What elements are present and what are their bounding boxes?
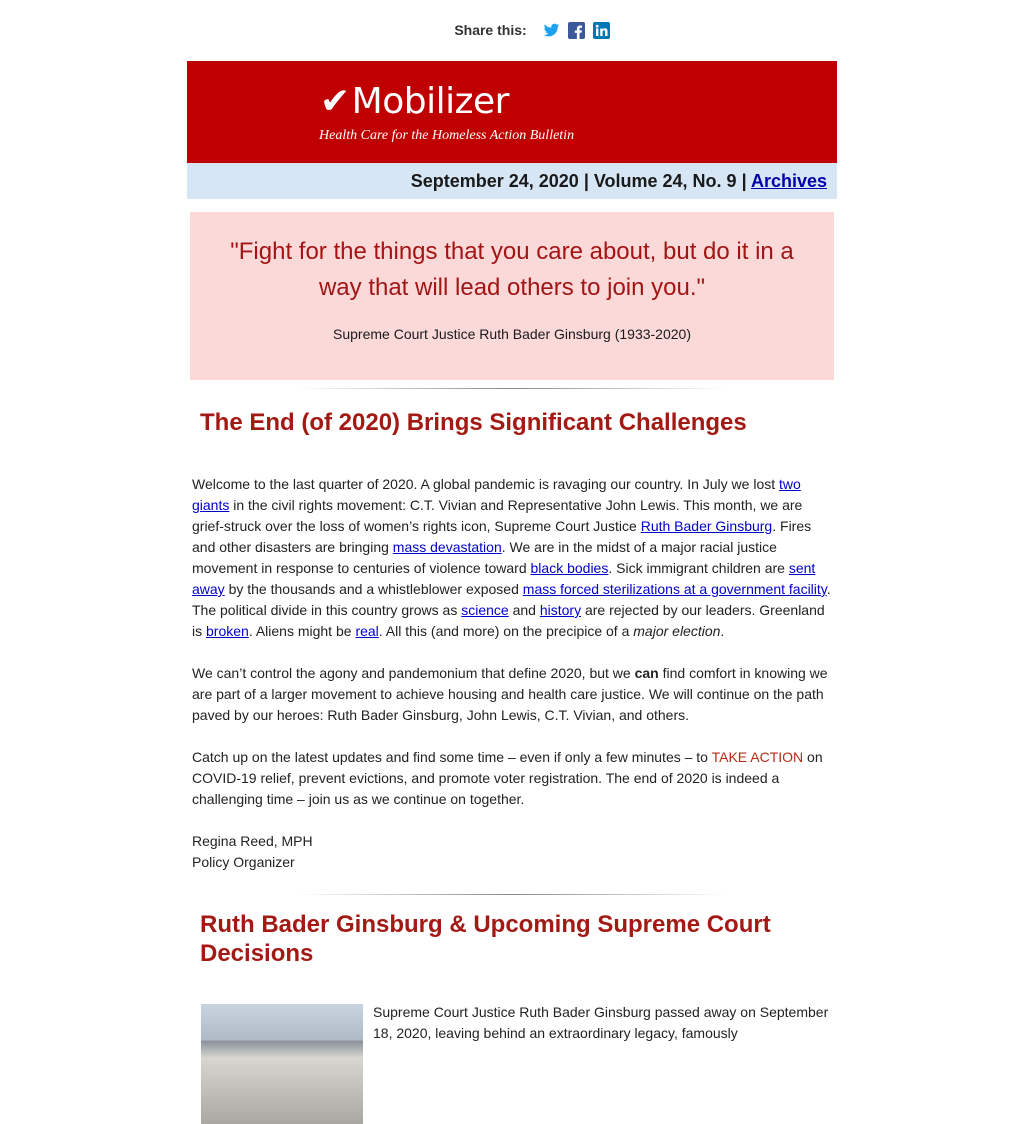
paragraph-text: . Sick immigrant children are [608, 560, 789, 576]
take-action-text[interactable]: TAKE ACTION [711, 749, 804, 765]
signature [192, 831, 832, 873]
checkmark-icon: ✔ [320, 81, 350, 122]
masthead [187, 61, 837, 163]
paragraph-text: . We are in the midst of a major racial justice movement in response to centuries of violence toward [192, 539, 777, 576]
share-icons [543, 22, 610, 39]
article-title: The End (of 2020) Brings Significant Challenges [200, 409, 747, 436]
paragraph-text: . All this (and more) on the precipice of a [378, 623, 634, 639]
brand-logo [320, 81, 509, 122]
share-bar [0, 18, 1024, 42]
brand-name: Mobilizer [351, 81, 509, 122]
share-label: Share this: [454, 22, 527, 38]
section-divider [297, 388, 727, 389]
broken-link[interactable]: broken [206, 623, 249, 639]
paragraph-text: in the civil rights movement: C.T. Vivian and Representative John Lewis. This month, we are grief-struck over the loss of women’s rights icon, Supreme Court Justice [192, 497, 803, 534]
twitter-icon[interactable] [543, 22, 560, 39]
article-paragraph [192, 663, 832, 726]
science-link[interactable]: science [461, 602, 509, 618]
rbg-article [187, 1004, 837, 1124]
archives-link[interactable]: Archives [750, 171, 827, 191]
major-election-text: major election [633, 623, 721, 639]
real-link[interactable]: real [355, 623, 379, 639]
paragraph-text: . The political divide in this country grows as [192, 581, 831, 618]
issue-date: September 24, 2020 | Volume 24, No. 9 | [410, 171, 747, 191]
paragraph-text: Welcome to the last quarter of 2020. A global pandemic is ravaging our country. In July we lost [192, 476, 780, 492]
mass-devastation-link[interactable]: mass devastation [392, 539, 502, 555]
article-title: Ruth Bader Ginsburg & Upcoming Supreme Court Decisions [200, 911, 771, 967]
newsletter [187, 61, 837, 1124]
tagline: Health Care for the Homeless Action Bulletin [319, 128, 575, 143]
paragraph-text: find comfort in knowing we are part of a larger movement to achieve housing and health care justice. We will continue on the path paved by our heroes: Ruth Bader Ginsburg, John Lewis, C.T. Vivian, and others. [192, 665, 828, 723]
paragraph-text: We can’t control the agony and pandemonium that define 2020, but we [192, 665, 635, 681]
quote-attribution: Supreme Court Justice Ruth Bader Ginsburg (1933-2020) [333, 326, 691, 342]
facebook-icon[interactable] [568, 22, 585, 39]
article-body [187, 474, 837, 873]
supreme-court-photo [201, 1004, 363, 1124]
article-paragraph [192, 474, 832, 642]
quote-box [190, 212, 834, 380]
paragraph-text: by the thousands and a whistleblower exposed [224, 581, 523, 597]
paragraph-text: . Aliens might be [248, 623, 356, 639]
quote-text: "Fight for the things that you care about, but do it in a way that will lead others to join you." [230, 238, 794, 301]
two-giants-link[interactable]: two giants [192, 476, 801, 513]
sent-away-link[interactable]: sent away [192, 560, 816, 597]
rbg-link[interactable]: Ruth Bader Ginsburg [640, 518, 773, 534]
sterilizations-link[interactable]: mass forced sterilizations at a government facility [522, 581, 827, 597]
article-paragraph [192, 747, 832, 810]
history-link[interactable]: history [539, 602, 582, 618]
dateline [187, 163, 837, 199]
paragraph-text: . Fires and other disasters are bringing [192, 518, 812, 555]
paragraph-text: and [508, 602, 540, 618]
paragraph-text: are rejected by our leaders. Greenland is [192, 602, 825, 639]
signature-name: Regina Reed, MPH [192, 833, 313, 849]
section-divider [297, 894, 727, 895]
paragraph-text: on COVID-19 relief, prevent evictions, and promote voter registration. The end of 2020 is indeed a challenging time – join us as we continue on together. [192, 749, 823, 807]
linkedin-icon[interactable] [593, 22, 610, 39]
black-bodies-link[interactable]: black bodies [530, 560, 609, 576]
paragraph-text: . [720, 623, 725, 639]
rbg-article-text: Supreme Court Justice Ruth Bader Ginsburg passed away on September 18, 2020, leaving behind an extraordinary legacy, famously [373, 1004, 829, 1041]
can-emphasis: can [634, 665, 659, 681]
paragraph-text: Catch up on the latest updates and find some time – even if only a few minutes – to [192, 749, 712, 765]
signature-role: Policy Organizer [192, 854, 295, 870]
